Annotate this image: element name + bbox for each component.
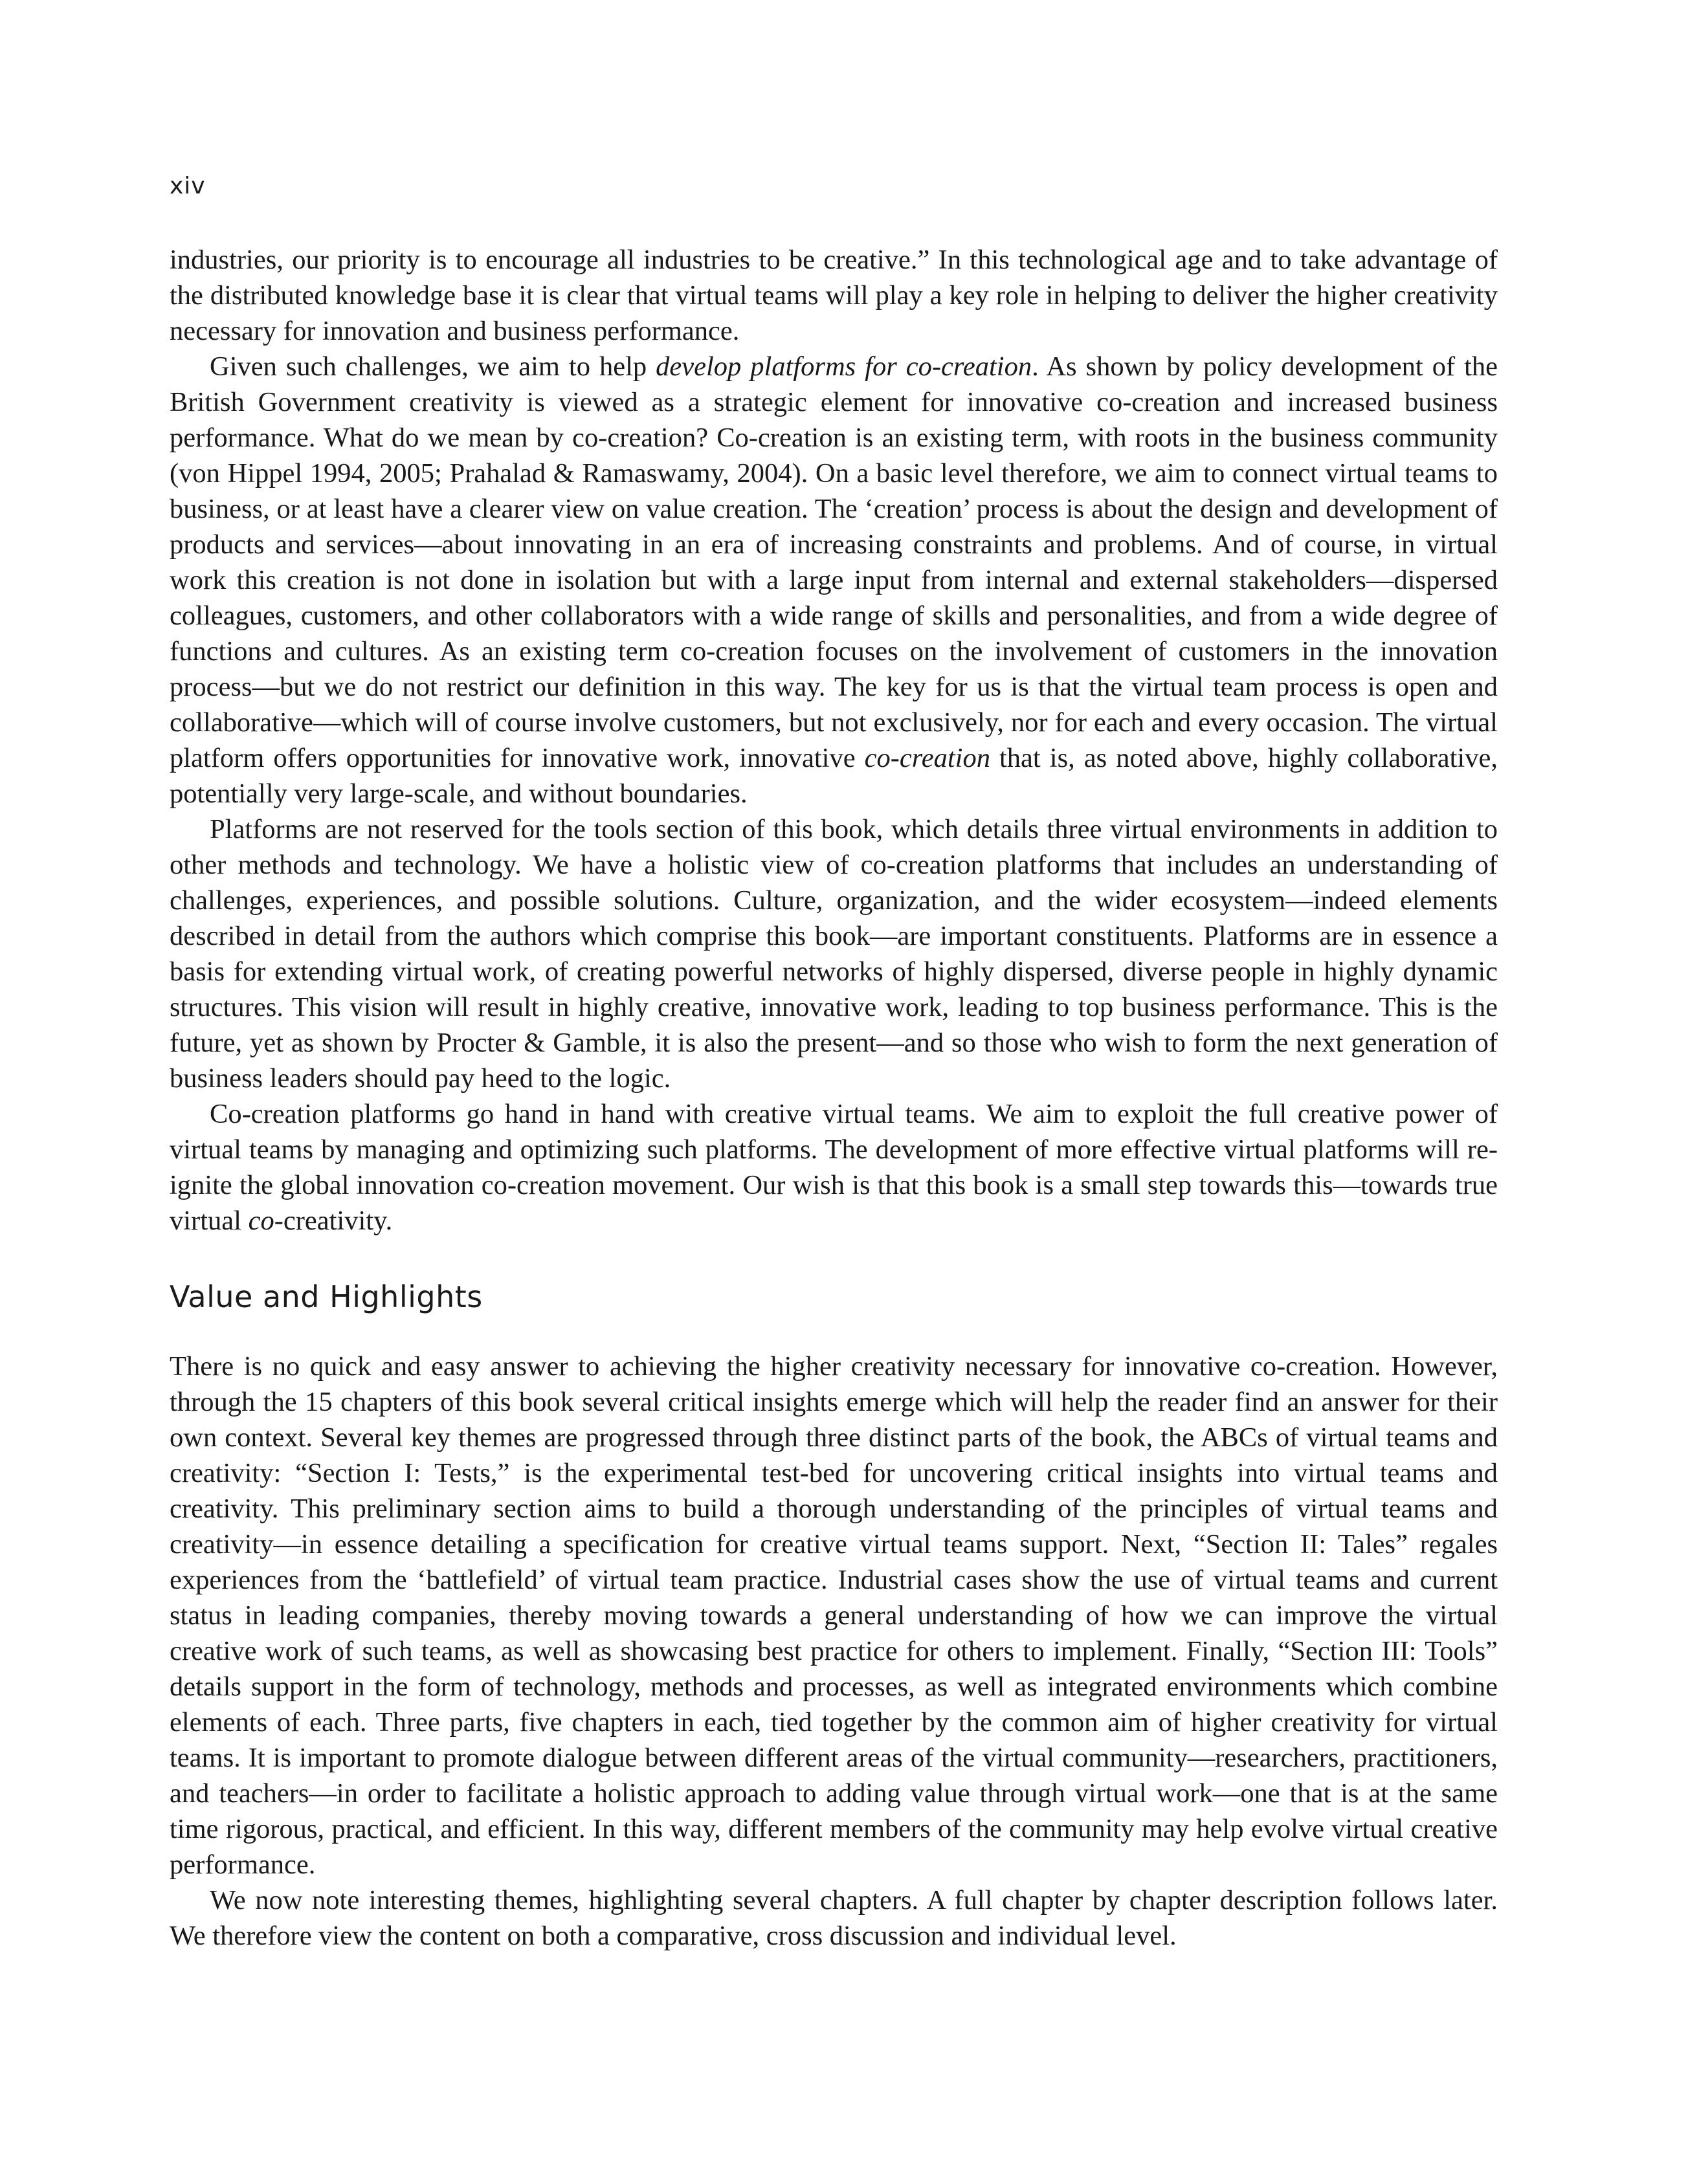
book-page: [170, 175, 1498, 1954]
paragraph-co-creativity: [170, 1096, 1498, 1239]
emphasis-text: co-creation: [864, 743, 990, 773]
paragraph-platforms-holistic: Platforms are not reserved for the tools section of this book, which details three virtual environments in addition to other methods and technology. We have a holistic view of co-creation platforms that includes an understanding of challenges, experiences, and possible solutions. Culture, organization, and the wider ecosystem—indeed elements described in detail from the authors which comprise this book—are important constituents. Platforms are in essence a basis for extending virtual work, of creating powerful networks of highly dispersed, diverse people in highly dynamic structures. This vision will result in highly creative, innovative work, leading to top business performance. This is the future, yet as shown by Procter & Gamble, it is also the present—and so those who wish to form the next generation of business leaders should pay heed to the logic.: [170, 814, 1498, 1094]
paragraph-text: Co-creation platforms go hand in hand with creative virtual teams. We aim to exploit the full creative power of virtual teams by managing and optimizing such platforms. The development of more effective virtual platforms will re-ignite the global innovation co-creation movement. Our wish is that this book is a small step towards this—towards true virtual: [170, 1099, 1498, 1236]
paragraph-text: . As shown by policy development of the British Government creativity is viewed as a strategic element for innovative co-creation and increased business performance. What do we mean by co-creation? Co-creation is an existing term, with roots in the business community (von Hippel 1994, 2005; Prahalad & Ramaswamy, 2004). On a basic level therefore, we aim to connect virtual teams to business, or at least have a clearer view on value creation. The ‘creation’ process is about the design and development of products and services—about innovating in an era of increasing constraints and problems. And of course, in virtual work this creation is not done in isolation but with a large input from internal and external stakeholders—dispersed colleagues, customers, and other collaborators with a wide range of skills and personalities, and from a wide degree of functions and cultures. As an existing term co-creation focuses on the involvement of customers in the innovation process—but we do not restrict our definition in this way. The key for us is that the virtual team process is open and collaborative—which will of course involve customers, but not exclusively, nor for each and every occasion. The virtual platform offers opportunities for innovative work, innovative: [170, 351, 1498, 773]
paragraph-continuation: industries, our priority is to encourage all industries to be creative.” In this technological age and to take advantage of the distributed knowledge base it is clear that virtual teams will play a key role in helping to deliver the higher creativity necessary for innovation and business performance.: [170, 245, 1498, 346]
paragraph-text: that is, as noted above, highly collaborative, potentially very large-scale, and without boundaries.: [170, 743, 1498, 809]
paragraph-co-creation-platforms: [170, 349, 1498, 811]
emphasis-text: co: [248, 1206, 274, 1236]
paragraph-themes: We now note interesting themes, highlighting several chapters. A full chapter by chapter description follows later. We therefore view the content on both a comparative, cross discussion and individual level.: [170, 1885, 1498, 1951]
page-number: xiv: [170, 173, 206, 199]
section-heading: Value and Highlights: [170, 1279, 483, 1314]
paragraph-text: Given such challenges, we aim to help: [210, 351, 656, 382]
paragraph-text: -creativity.: [274, 1206, 393, 1236]
paragraph-value-highlights: There is no quick and easy answer to achieving the higher creativity necessary for innovative co-creation. However, through the 15 chapters of this book several critical insights emerge which will help the reader find an answer for their own context. Several key themes are progressed through three distinct parts of the book, the ABCs of virtual teams and creativity: “Section I: Tests,” is the experimental test-bed for uncovering critical insights into virtual teams and creativity. This preliminary section aims to build a thorough understanding of the principles of virtual teams and creativity—in essence detailing a specification for creative virtual teams support. Next, “Section II: Tales” regales experiences from the ‘battlefield’ of virtual team practice. Industrial cases show the use of virtual teams and current status in leading companies, thereby moving towards a general understanding of how we can improve the virtual creative work of such teams, as well as showcasing best practice for others to implement. Finally, “Section III: Tools” details support in the form of technology, methods and processes, as well as integrated environments which combine elements of each. Three parts, five chapters in each, tied together by the common aim of higher creativity for virtual teams. It is important to promote dialogue between different areas of the virtual community—researchers, practitioners, and teachers—in order to facilitate a holistic approach to adding value through virtual work—one that is at the same time rigorous, practical, and efficient. In this way, different members of the community may help evolve virtual creative performance.: [170, 1351, 1498, 1880]
emphasis-text: develop platforms for co-creation: [656, 351, 1032, 382]
